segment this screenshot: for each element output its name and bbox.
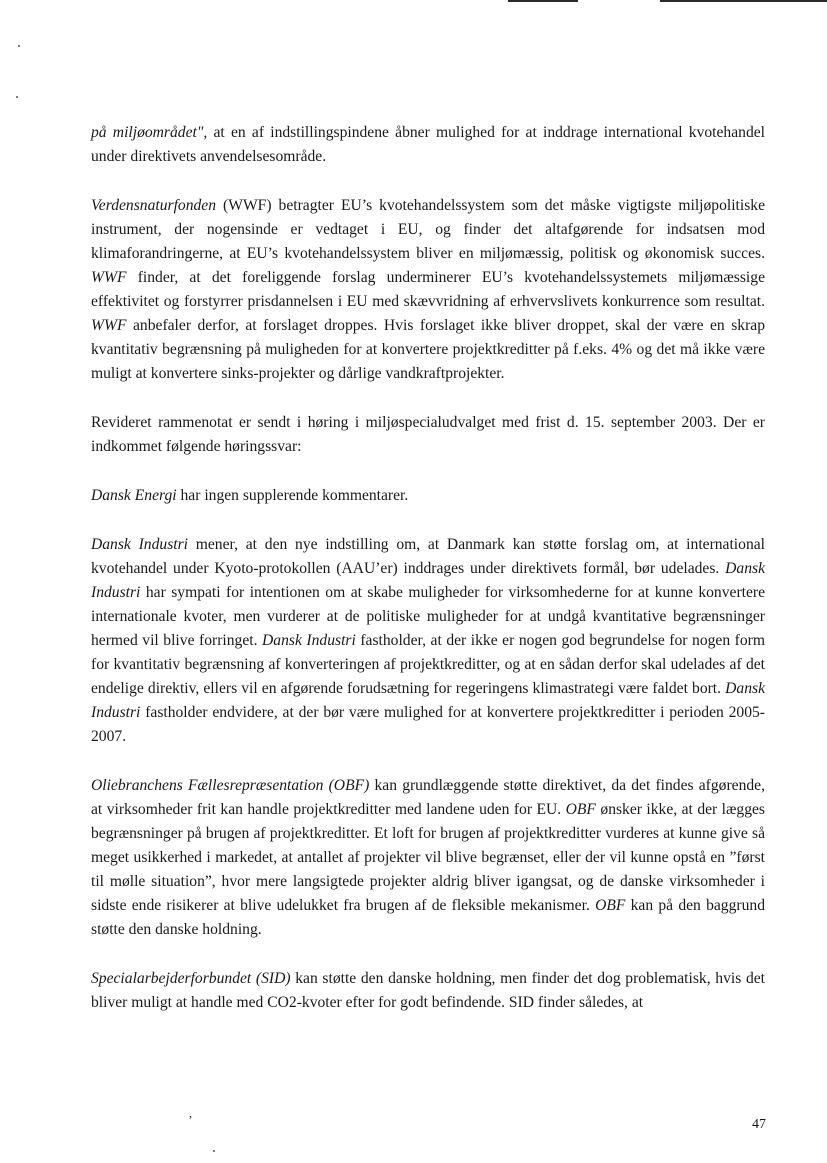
paragraph-text: anbefaler derfor, at forslaget droppes. Hvis forslaget ikke bliver droppet, skal der være en skrap kvantitativ begrænsning på muligheden for at konvertere projektkreditter på f.eks. 4% og det må ikke være muligt at konvertere sinks-projekter og dårlige vandkraftprojekter. bbox=[91, 317, 765, 382]
paragraph-text: har sympati for intentionen om at skabe muligheder for virksomhederne for at kunne konvertere internationale kvoter, men vurderer at de politiske muligheder for at undgå kvantitative begrænsninger hermed vil blive forringet. bbox=[91, 584, 765, 649]
paragraph bbox=[91, 121, 765, 169]
italic-term: Dansk Industri bbox=[91, 560, 765, 601]
top-rule-line bbox=[508, 0, 827, 2]
italic-term: Dansk Energi bbox=[91, 487, 177, 504]
italic-term: OBF bbox=[595, 897, 626, 914]
paragraph-text: kan grundlæggende støtte direktivet, da det findes afgørende, at virksomheder frit kan handle projektkreditter med landene uden for EU. bbox=[91, 777, 765, 818]
top-rule-gap bbox=[578, 0, 660, 2]
italic-term: Verdensnaturfonden bbox=[91, 197, 217, 214]
italic-term: Dansk Industri bbox=[91, 680, 765, 721]
italic-term: Specialarbejderforbundet (SID) bbox=[91, 970, 291, 987]
scan-speck bbox=[18, 45, 20, 47]
paragraph-text: kan på den baggrund støtte den danske holdning. bbox=[91, 897, 765, 938]
paragraph bbox=[91, 533, 765, 749]
paragraph-text: (WWF) betragter EU’s kvotehandelssystem som det måske vigtigste miljøpolitiske instrument, der nogensinde er vedtaget i EU, og finder det altafgørende for indsatsen mod klimaforandringerne, at EU’s kvotehandelssystem bliver en miljømæssig, politisk og økonomisk succes. bbox=[91, 197, 765, 262]
body-text bbox=[91, 121, 765, 1040]
paragraph-text: mener, at den nye indstilling om, at Danmark kan støtte forslag om, at international kvotehandel under Kyoto-protokollen (AAU’er) inddrages under direktivets formål, bør udelades. bbox=[91, 536, 765, 577]
italic-term: WWF bbox=[91, 317, 127, 334]
paragraph bbox=[91, 411, 765, 459]
paragraph-text: at en af indstillingspindene åbner mulighed for at inddrage international kvotehandel under direktivets anvendelsesområde. bbox=[91, 124, 765, 165]
paragraph bbox=[91, 484, 765, 508]
paragraph-text: Revideret rammenotat er sendt i høring i miljøspecialudvalget med frist d. 15. september 2003. Der er indkommet følgende høringssvar: bbox=[91, 414, 765, 455]
italic-term: OBF bbox=[565, 801, 596, 818]
italic-term: Dansk Industri bbox=[262, 632, 356, 649]
paragraph bbox=[91, 967, 765, 1015]
italic-term: WWF bbox=[91, 269, 127, 286]
scan-speck bbox=[213, 1150, 215, 1152]
italic-term: Dansk Industri bbox=[91, 536, 188, 553]
page-number: 47 bbox=[752, 1117, 766, 1132]
paragraph-text: ønsker ikke, at der lægges begrænsninger på brugen af projektkreditter. Et loft for brugen af projektkreditter vurderes at kunne give så meget usikkerhed i markedet, at antallet af projekter vil blive begrænset, eller der vil kunne opstå en ”først til mølle situation”, hvor mere langsigtede projekter aldrig bliver igangsat, og de danske virksomheder i sidste ende risikerer at blive udelukket fra brugen af de fleksible mekanismer. bbox=[91, 801, 766, 914]
italic-term: Oliebranchens Fællesrepræsentation (OBF) bbox=[91, 777, 370, 794]
paragraph-text: kan støtte den danske holdning, men finder det dog problematisk, hvis det bliver muligt at handle med CO2-kvoter efter for godt befindende. SID finder således, at bbox=[91, 970, 766, 1011]
paragraph-text: finder, at det foreliggende forslag underminerer EU’s kvotehandelssystemets miljømæssige effektivitet og forstyrrer prisdannelsen i EU med skævvridning af erhvervslivets konkurrence som resultat. bbox=[91, 269, 765, 310]
pen-mark: , bbox=[189, 1106, 192, 1120]
paragraph-text: fastholder, at der ikke er nogen god begrundelse for nogen form for kvantitativ begrænsning af konverteringen af projektkreditter, og at en sådan derfor skal udelades af det endelige direktiv, ellers vil en afgørende forudsætning for regeringens klimastrategi være faldet bort. bbox=[91, 632, 765, 697]
paragraph-text: har ingen supplerende kommentarer. bbox=[176, 487, 409, 504]
italic-term: på miljøområdet", bbox=[91, 124, 208, 141]
paragraph bbox=[91, 194, 765, 386]
scan-speck bbox=[16, 96, 18, 98]
paragraph-text: fastholder endvidere, at der bør være mulighed for at konvertere projektkreditter i perioden 2005-2007. bbox=[91, 704, 765, 745]
paragraph bbox=[91, 774, 765, 942]
